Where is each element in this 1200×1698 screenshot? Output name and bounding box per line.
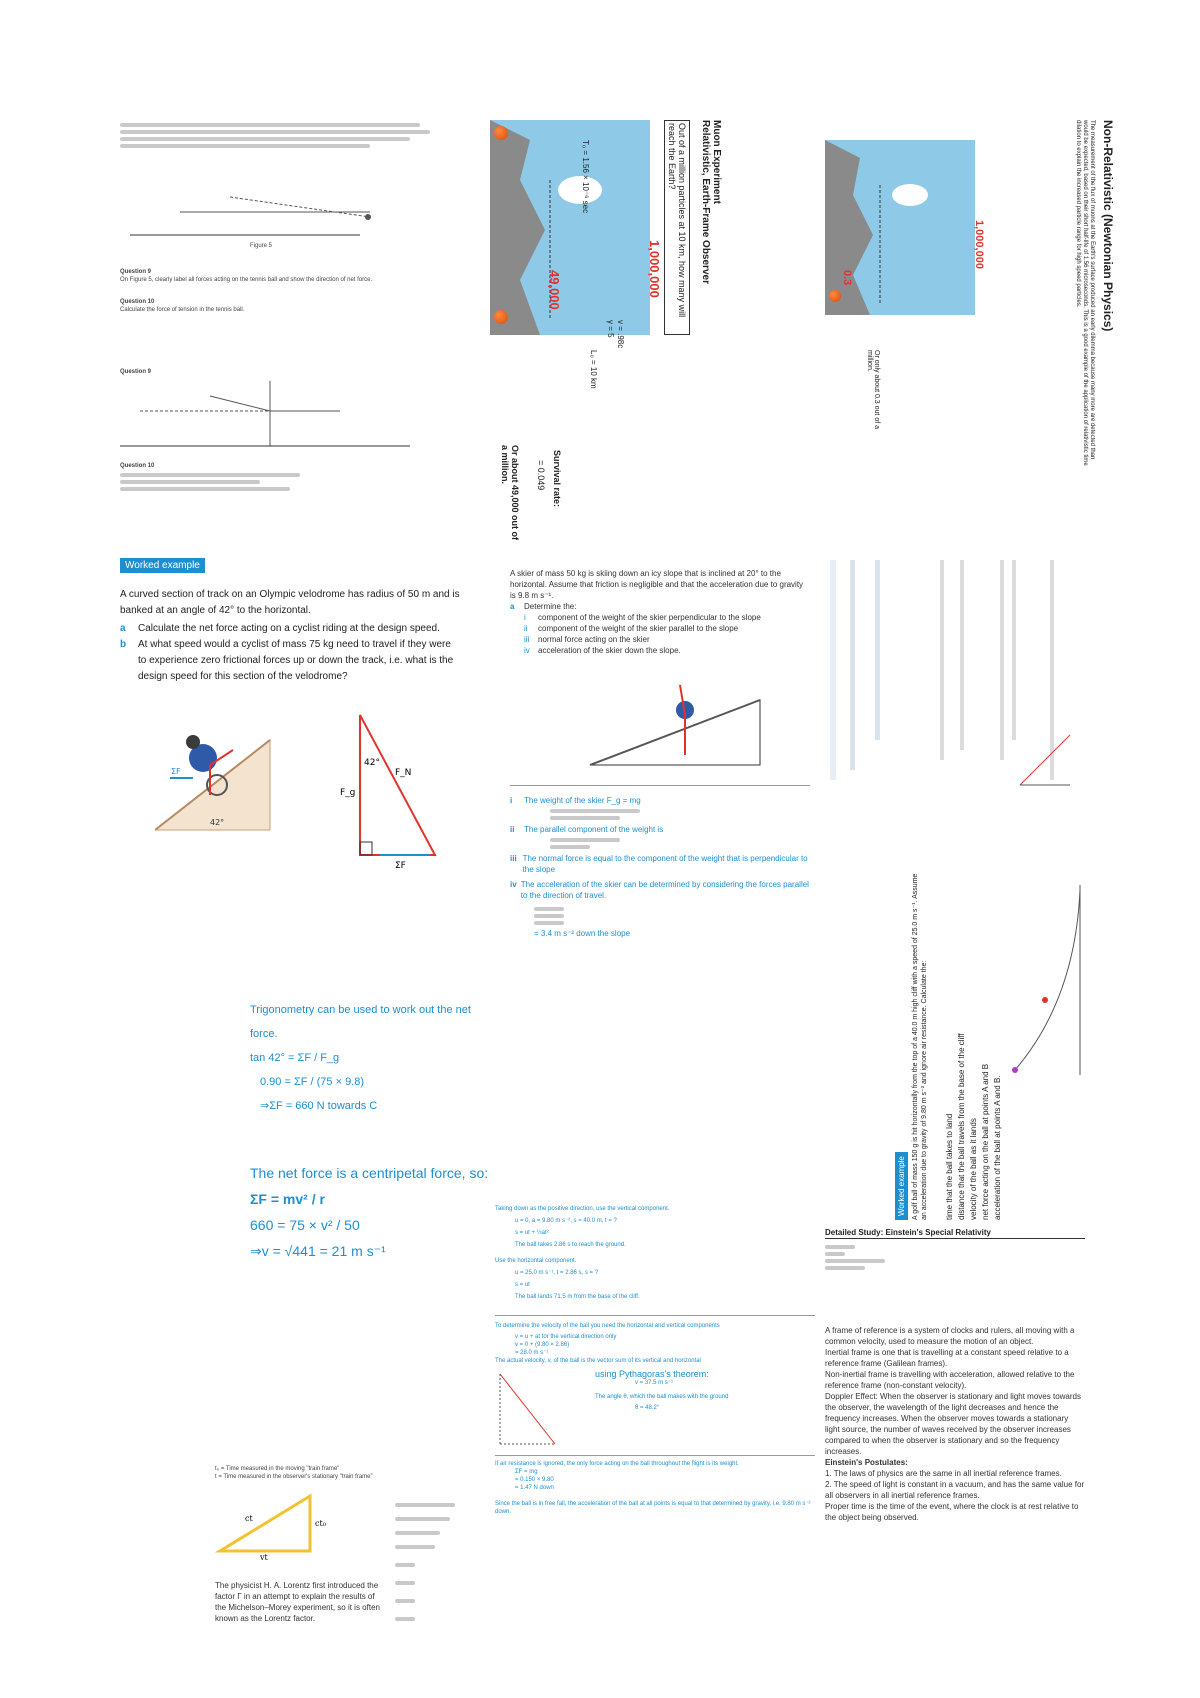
cent-line-3: ⇒v = √441 = 21 m s⁻¹ (250, 1243, 386, 1259)
einstein-inertial-frame: Inertial frame is one that is travelling at a constant speed relative to a reference frame (Galilean frames). (825, 1348, 1069, 1368)
skier-question-ii: component of the weight of the skier parallel to the slope (538, 624, 739, 633)
golf-sol-b-1: u = 25.0 m s⁻¹, t = 2.86 s, s = ? (515, 1270, 599, 1276)
golf-ball-worked-example (895, 860, 1095, 1220)
velodrome-question-a: Calculate the net force acting on a cyclist riding at the design speed. (138, 623, 440, 634)
centripetal-working (250, 1160, 490, 1264)
skier-answer-final: = 3.4 m s⁻² down the slope (534, 929, 631, 938)
trig-line-2: 0.90 = ΣF / (75 × 9.8) (260, 1076, 365, 1088)
einstein-postulates-heading: Einstein's Postulates: (825, 1458, 908, 1467)
rotated-solution-page (830, 560, 1090, 800)
cyclist-angle-label: 42° (210, 818, 225, 827)
golf-intro: A golf ball of mass 150 g is hit horizontally from the top of a 40.0 m high cliff with a speed of 25.0 m s⁻¹. Assume an acceleration due to gravity of 9.80 m s⁻² and ignore air resistance. Calculate the: (912, 873, 928, 1220)
muon-million: 1,000,000 (647, 240, 662, 298)
skier-answer-roman-ii: ii (510, 825, 515, 834)
trig-line-1: tan 42° = ΣF / F_g (250, 1052, 340, 1064)
golf-sol-b-3: The ball lands 71.5 m from the base of the cliff. (515, 1294, 640, 1300)
trig-heading: Trigonometry can be used to work out the net force. (250, 1004, 471, 1040)
trig-line-3: ⇒ΣF = 660 N towards C (260, 1100, 378, 1112)
skier-roman-iv: iv (524, 646, 530, 655)
skier-answer-roman-iv: iv (510, 880, 517, 889)
muon-reached: 49,000 (547, 270, 562, 310)
golf-sol-d-2: = 0.150 × 9.80 (515, 1477, 554, 1483)
einstein-frame-of-reference: A frame of reference is a system of clocks and rulers, all moving with a common velocity, used to measure the motion of an object. (825, 1326, 1075, 1346)
question-10-text: Calculate the force of tension in the tennis ball. (120, 307, 245, 313)
skier-question-i: component of the weight of the skier perpendicular to the slope (538, 613, 761, 622)
figure-5-label: Figure 5 (250, 243, 273, 249)
golf-sol-c-4: The actual velocity, v, of the ball is the vector sum of its vertical and horizontal (495, 1358, 701, 1364)
skier-answer-ii: The parallel component of the weight is (524, 825, 664, 834)
skier-problem-panel (510, 568, 810, 656)
einstein-formulas (825, 1245, 1085, 1325)
golf-velocity-triangle (495, 1369, 565, 1449)
velodrome-question-b: At what speed would a cyclist of mass 75 kg need to travel if they were to experience zero frictional forces up or down the track, i.e. what is the design speed for this section of the velodrome? (138, 639, 454, 682)
skier-answer-iii: The normal force is equal to the component of the weight that is perpendicular to the slope (522, 854, 808, 874)
skier-answer-i: The weight of the skier F_g = mg (524, 796, 641, 805)
golf-sol-c-3: = 28.0 m s⁻¹ (515, 1350, 549, 1356)
skier-a-text: Determine the: (524, 602, 577, 611)
golf-part-d: net force acting on the ball at points A and B (981, 1063, 990, 1220)
skier-divider (510, 785, 810, 786)
cyclist-banked-track-diagram (155, 710, 275, 835)
muon-sky-illustration (490, 120, 650, 335)
einstein-noninertial-frame: Non-inertial frame is travelling with acceleration, allowed relative to the reference frame (non-constant velocity). (825, 1370, 1075, 1390)
lorentz-derivation (395, 1500, 475, 1624)
lorentz-ct0-label: ct₀ (315, 1519, 326, 1528)
lorentz-vt-label: vt (260, 1553, 268, 1561)
muon-gamma: γ = 5 (606, 320, 615, 338)
golf-sol-c: To determine the velocity of the ball you need the horizontal and vertical components (495, 1323, 720, 1329)
pythagoras-heading: using Pythagoras's theorem: (595, 1369, 709, 1379)
survival-heading: Survival rate: (552, 450, 562, 508)
skier-question-iv: acceleration of the skier down the slope. (538, 646, 681, 655)
muon-tau: T₀ = 1.56 × 10⁻⁶ sec (581, 140, 590, 214)
golf-theta-value: θ = 48.2° (635, 1405, 660, 1411)
worked-example-badge: Worked example (120, 558, 205, 573)
skier-part-a: a (510, 602, 515, 611)
muon-subtitle: Relativistic, Earth-Frame Observer (700, 120, 711, 284)
golf-sol-b: Use the horizontal component. (495, 1258, 577, 1264)
pythagoras-value: v = 37.5 m s⁻¹ (635, 1380, 674, 1386)
skier-question-iii: normal force acting on the skier (538, 635, 650, 644)
nonrel-reached: 0.3 (841, 270, 853, 286)
triangle-angle-label: 42° (364, 758, 380, 768)
triangle-sumf-label: ΣF (395, 861, 406, 870)
lorentz-ct-label: ct (245, 1514, 253, 1523)
golf-sol-a-2: s = ut + ½at² (515, 1230, 549, 1236)
golf-sol-a-3: The ball takes 2.86 s to reach the ground. (515, 1242, 626, 1248)
muon-nonrelativistic-panel (825, 120, 1125, 500)
golf-sol-a-1: u = 0, a = 9.80 m s⁻², s = 40.0 m, t = ? (515, 1218, 617, 1224)
part-a-letter: a (120, 623, 126, 634)
muon-title: Muon Experiment (711, 120, 722, 204)
cyclist-sumf-label: ΣF (171, 767, 181, 776)
golf-sol-d: If air resistance is ignored, the only force acting on the ball throughout the flight is its weight. (495, 1461, 739, 1467)
tennis-figure-5 (120, 157, 420, 237)
earth-icon-nonrel (829, 290, 841, 302)
force-triangle-diagram (340, 710, 450, 870)
nonrel-title: Non-Relativistic (Newtonian Physics) (1101, 120, 1115, 332)
einstein-study-panel (825, 1228, 1085, 1523)
skier-roman-i: i (524, 613, 526, 622)
tennis-question-panel (120, 120, 440, 540)
trigonometry-working (250, 998, 490, 1118)
golf-sol-a: Taking down as the positive direction, use the vertical component. (495, 1206, 670, 1212)
velodrome-worked-example (120, 555, 460, 685)
golf-sol-d-3: = 1.47 N down (515, 1485, 554, 1491)
muon-answer: Or about 49,000 out of a million. (500, 445, 520, 541)
golf-trajectory-diagram (1005, 880, 1085, 1080)
question-9-text: On Figure 5, clearly label all forces acting on the tennis ball and show the direction of net force. (120, 277, 373, 283)
question-10-answer-heading: Question 10 (120, 463, 155, 469)
lorentz-triangle (215, 1491, 335, 1561)
muon-question: Out of a million particles at 10 km, how many will reach the Earth? (664, 120, 690, 335)
golf-part-c: velocity of the ball as it lands (969, 1118, 978, 1220)
cent-line-1: ΣF = mv² / r (250, 1191, 325, 1207)
triangle-fn-label: F_N (395, 768, 412, 778)
skier-answer-roman-i: i (510, 796, 513, 805)
cent-line-2: 660 = 75 × v² / 50 (250, 1217, 360, 1233)
muon-speed: v = .98c (616, 320, 625, 349)
muon-l0: L₀ = 10 km (589, 350, 598, 389)
skier-answer-iv: The acceleration of the skier can be determined by considering the forces parallel to the direction of travel. (520, 880, 809, 900)
lorentz-note: The physicist H. A. Lorentz first introduced the factor Γ in an attempt to explain the results of the Michelson–Morey experiment, so it is often known as the Lorentz factor. (215, 1581, 380, 1623)
centripetal-heading: The net force is a centripetal force, so: (250, 1165, 489, 1181)
question-9-answer-heading: Question 9 (120, 369, 152, 375)
einstein-doppler: Doppler Effect: When the observer is stationary and light moves towards the observer, the wavelength of the light decreases and hence the frequency increases. When the observer moves towards a stationary light source, the number of waves received by the observer increases compared to when the observer is stationary and so the frequency increases. (825, 1392, 1081, 1456)
golf-sol-c-1: v = u + at for the vertical direction only (515, 1334, 617, 1340)
earth-icon (494, 126, 508, 140)
question-9-heading: Question 9 (120, 269, 152, 275)
triangle-fg-label: F_g (340, 788, 356, 798)
golf-part-b: distance that the ball travels from the base of the cliff (957, 1033, 966, 1220)
nonrel-million: 1,000,000 (973, 220, 985, 269)
muon-relativistic-panel (490, 120, 730, 541)
lorentz-legend-2: t = Time measured in the observer's stationary "train frame" (215, 1474, 373, 1480)
golf-part-e: acceleration of the ball at points A and B. (993, 1075, 1002, 1220)
golf-solution-panel (495, 1205, 815, 1516)
earth-icon-bottom (494, 310, 508, 324)
skier-slope-diagram (585, 670, 765, 780)
einstein-postulate-2: 2. The speed of light is constant in a vacuum, and has the same value for all observers in all inertial reference frames. (825, 1480, 1085, 1500)
skier-intro: A skier of mass 50 kg is skiing down an icy slope that is inclined at 20° to the horizontal. Assume that friction is negligible and that the acceleration due to gravity is 9.8 m s⁻¹. (510, 569, 804, 600)
survival-value: = 0.049 (536, 460, 546, 491)
golf-sol-d-1: ΣF = mg (515, 1469, 538, 1475)
golf-angle-text: The angle θ, which the ball makes with the ground (595, 1394, 729, 1400)
golf-part-a: time that the ball takes to land (945, 1113, 954, 1220)
skier-answer-roman-iii: iii (510, 854, 517, 863)
tennis-answer-diagram (120, 376, 420, 451)
skier-roman-ii: ii (524, 624, 528, 633)
skier-roman-iii: iii (524, 635, 530, 644)
skier-solution-panel (510, 795, 810, 939)
nonrel-intro: The measurement of the flux of muons at the Earth's surface produced an early dilemma because many more are detected than would be expected, based on their short half-life of 1.56 microseconds. This is a good example of the application of relativistic time dilation to explain the increased particle range for high speed particles. (1075, 120, 1095, 466)
golf-sol-e: Since the ball is in free fall, the acceleration of the ball at all points is equal to that determined by gravity, i.e. 9.80 m s⁻² down. (495, 1501, 811, 1515)
einstein-proper-time: Proper time is the time of the event, where the clock is at rest relative to the object being observed. (825, 1502, 1079, 1522)
question-10-heading: Question 10 (120, 299, 155, 305)
golf-sol-c-2: v = 0 + (9.80 × 2.86) (515, 1342, 570, 1348)
nonrel-answer: Or only about 0.3 out of a million. (866, 350, 880, 429)
nonrel-sky-illustration (825, 140, 975, 315)
einstein-postulate-1: 1. The laws of physics are the same in all inertial reference frames. (825, 1469, 1062, 1478)
golf-badge: Worked example (895, 1152, 908, 1220)
golf-sol-b-2: s = ut (515, 1282, 530, 1288)
einstein-heading: Detailed Study: Einstein's Special Relativity (825, 1228, 1085, 1239)
velodrome-intro: A curved section of track on an Olympic velodrome has radius of 50 m and is banked at an angle of 42° to the horizontal. (120, 589, 460, 616)
lorentz-legend-1: t₀ = Time measured in the moving "train frame" (215, 1466, 340, 1472)
part-b-letter: b (120, 639, 127, 650)
